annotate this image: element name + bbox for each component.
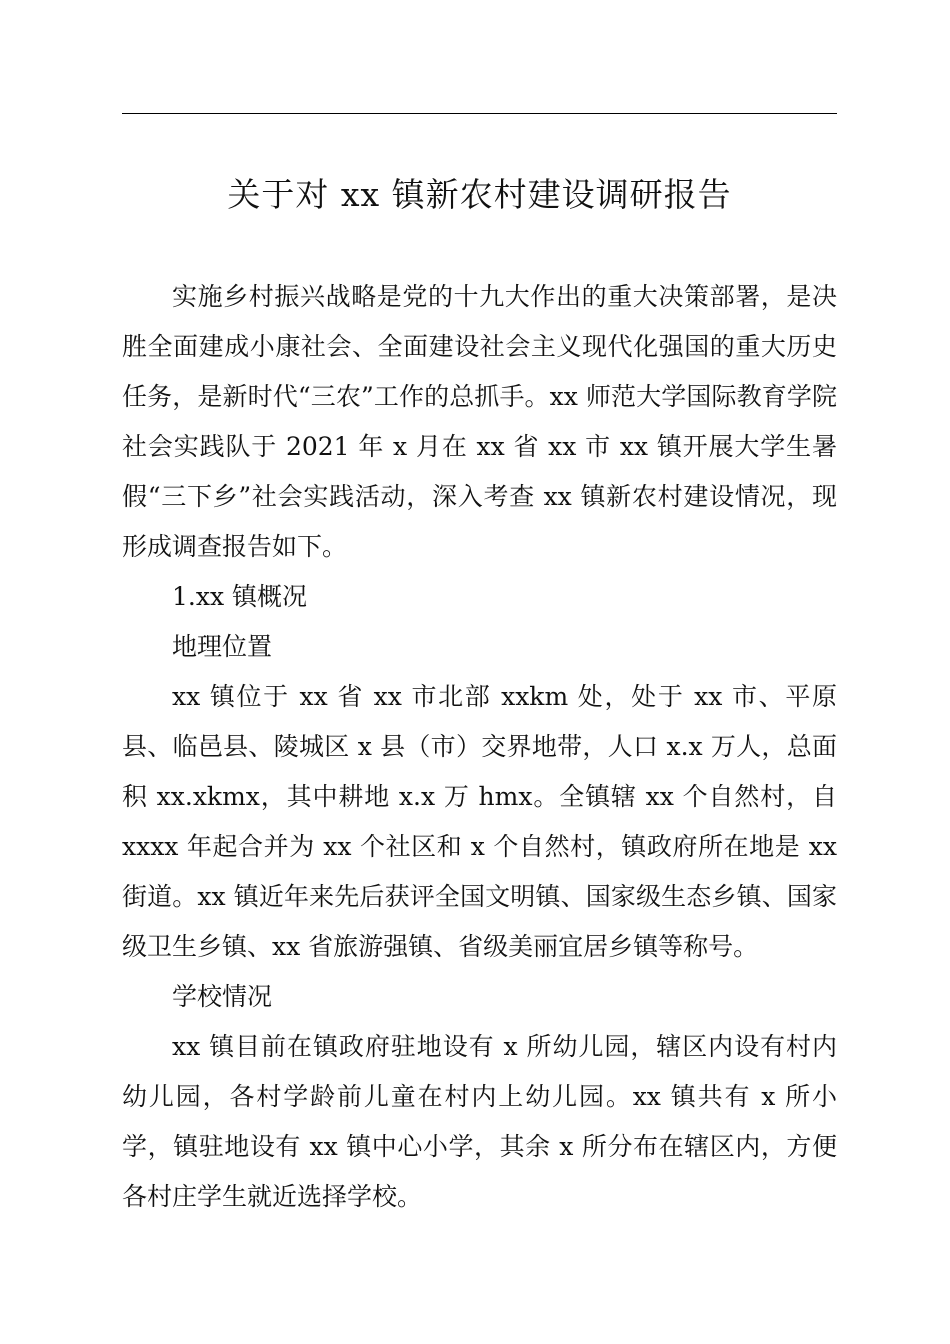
- paragraph-location: xx 镇位于 xx 省 xx 市北部 xxkm 处，处于 xx 市、平原县、临邑县、陵城区 x 县（市）交界地带，人口 x.x 万人，总面积 xx.xkmx，其中耕地 x.x 万 hmx。全镇辖 xx 个自然村，自 xxxx 年起合并为 xx 个社区和 x 个自然村，镇政府所在地是 xx 街道。xx 镇近年来先后获评全国文明镇、国家级生态乡镇、国家级卫生乡镇、xx 省旅游强镇、省级美丽宜居乡镇等称号。: [122, 682, 837, 961]
- section-heading-overview: 1.xx 镇概况: [172, 582, 307, 611]
- paragraph-intro: 实施乡村振兴战略是党的十九大作出的重大决策部署，是决胜全面建成小康社会、全面建设社会主义现代化强国的重大历史任务，是新时代“三农”工作的总抓手。xx 师范大学国际教育学院社会实践队于 2021 年 x 月在 xx 省 xx 市 xx 镇开展大学生暑假“三下乡”社会实践活动，深入考查 xx 镇新农村建设情况，现形成调查报告如下。: [122, 282, 837, 561]
- document-body: [122, 272, 837, 1222]
- paragraph-schools: xx 镇目前在镇政府驻地设有 x 所幼儿园，辖区内设有村内幼儿园，各村学龄前儿童在村内上幼儿园。xx 镇共有 x 所小学，镇驻地设有 xx 镇中心小学，其余 x 所分布在辖区内，方便各村庄学生就近选择学校。: [122, 1032, 837, 1211]
- document-title: 关于对 xx 镇新农村建设调研报告: [227, 175, 732, 214]
- subsection-heading-location: 地理位置: [172, 632, 273, 661]
- subsection-heading-schools: 学校情况: [172, 982, 273, 1011]
- header-rule: [122, 113, 837, 114]
